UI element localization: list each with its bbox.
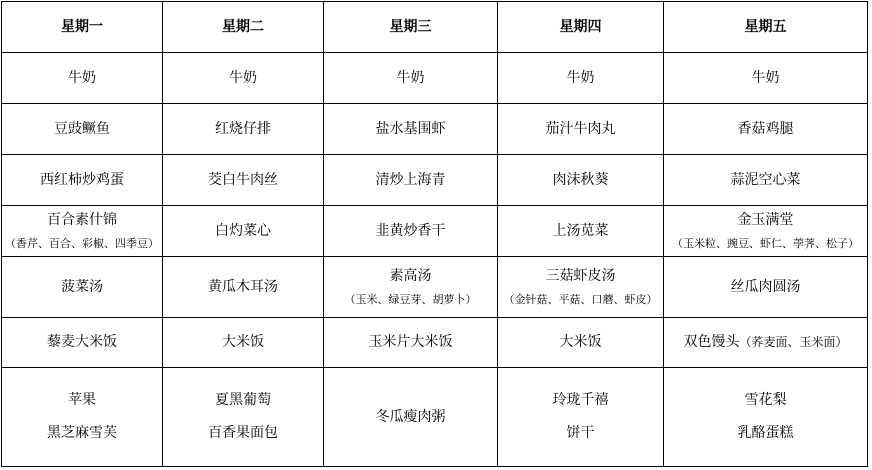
menu-cell [324, 257, 498, 318]
menu-cell [664, 318, 868, 368]
menu-row-soup [2, 257, 868, 318]
menu-cell: 牛奶 [324, 53, 498, 104]
menu-cell [498, 368, 664, 467]
menu-cell: 牛奶 [2, 53, 163, 104]
dish-name: 素高汤 [389, 267, 432, 284]
menu-cell [498, 257, 664, 318]
dish-name: 菠菜汤 [61, 278, 103, 295]
dish-ingredients: （香芹、百合、彩椒、四季豆） [5, 237, 159, 251]
menu-row-side-dish [2, 155, 868, 206]
day-header-fri: 星期五 [664, 2, 868, 53]
menu-row-staple [2, 318, 868, 368]
dish-ingredients: （玉米、绿豆芽、胡萝卜） [344, 293, 477, 307]
day-header-tue: 星期二 [163, 2, 324, 53]
menu-cell [2, 206, 163, 257]
menu-cell: 盐水基围虾 [324, 104, 498, 155]
dish-ingredients: （荞麦面、玉米面） [739, 335, 848, 350]
dish-ingredients: （金针菇、平菇、口蘑、虾皮） [503, 293, 658, 307]
menu-cell [498, 206, 664, 257]
dish-name: 白灼菜心 [215, 222, 271, 239]
menu-cell [163, 368, 324, 467]
weekly-menu-table [1, 1, 868, 467]
dish-ingredients: （玉米粒、豌豆、虾仁、荸荠、松子） [672, 237, 859, 251]
menu-cell [324, 206, 498, 257]
day-header-mon: 星期一 [2, 2, 163, 53]
dish-name: 大米饭 [559, 334, 602, 351]
dish-name: 大米饭 [222, 334, 264, 351]
menu-cell: 红烧仔排 [163, 104, 324, 155]
dish-name: 玉米片大米饭 [368, 334, 453, 351]
menu-cell: 牛奶 [664, 53, 868, 104]
dish-name-second: 黑芝麻雪芙 [47, 425, 117, 441]
menu-cell: 茭白牛肉丝 [163, 155, 324, 206]
menu-cell: 牛奶 [498, 53, 664, 104]
menu-cell: 蒜泥空心菜 [664, 155, 868, 206]
dish-name: 三菇虾皮汤 [545, 267, 616, 284]
menu-cell [163, 206, 324, 257]
menu-cell: 香菇鸡腿 [664, 104, 868, 155]
menu-row-vegetable [2, 206, 868, 257]
menu-row-main-dish [2, 104, 868, 155]
menu-cell: 西红柿炒鸡蛋 [2, 155, 163, 206]
dish-name: 双色馒头 [683, 334, 740, 351]
menu-cell [664, 368, 868, 467]
menu-cell: 牛奶 [163, 53, 324, 104]
menu-cell [664, 206, 868, 257]
dish-name: 藜麦大米饭 [47, 334, 117, 351]
menu-row-snack [2, 368, 868, 467]
dish-name-second: 饼干 [566, 425, 595, 441]
header-row [2, 2, 868, 53]
menu-cell [2, 368, 163, 467]
menu-cell [664, 257, 868, 318]
menu-row-milk [2, 53, 868, 104]
dish-name-second: 乳酪蛋糕 [737, 425, 794, 441]
menu-cell [2, 318, 163, 368]
menu-cell: 清炒上海青 [324, 155, 498, 206]
dish-name: 金玉满堂 [737, 211, 794, 228]
day-header-wed: 星期三 [324, 2, 498, 53]
dish-name: 冬瓜瘦肉粥 [375, 408, 446, 425]
menu-cell: 豆豉鳜鱼 [2, 104, 163, 155]
dish-name: 雪花梨 [744, 392, 787, 409]
day-header-thu: 星期四 [498, 2, 664, 53]
dish-name: 苹果 [68, 392, 96, 409]
menu-cell [498, 318, 664, 368]
dish-name: 夏黑葡萄 [215, 392, 271, 409]
menu-cell: 茄汁牛肉丸 [498, 104, 664, 155]
menu-cell [2, 257, 163, 318]
menu-cell [163, 257, 324, 318]
dish-name-second: 百香果面包 [208, 425, 278, 441]
menu-cell [163, 318, 324, 368]
menu-cell [324, 318, 498, 368]
dish-name: 丝瓜肉圆汤 [730, 278, 801, 295]
dish-name: 玲珑千禧 [552, 392, 609, 409]
dish-name: 百合素什锦 [47, 211, 117, 228]
dish-name: 黄瓜木耳汤 [208, 278, 278, 295]
menu-cell [324, 368, 498, 467]
dish-name: 韭黄炒香干 [375, 222, 446, 239]
dish-name: 上汤苋菜 [552, 222, 609, 239]
menu-cell: 肉沫秋葵 [498, 155, 664, 206]
